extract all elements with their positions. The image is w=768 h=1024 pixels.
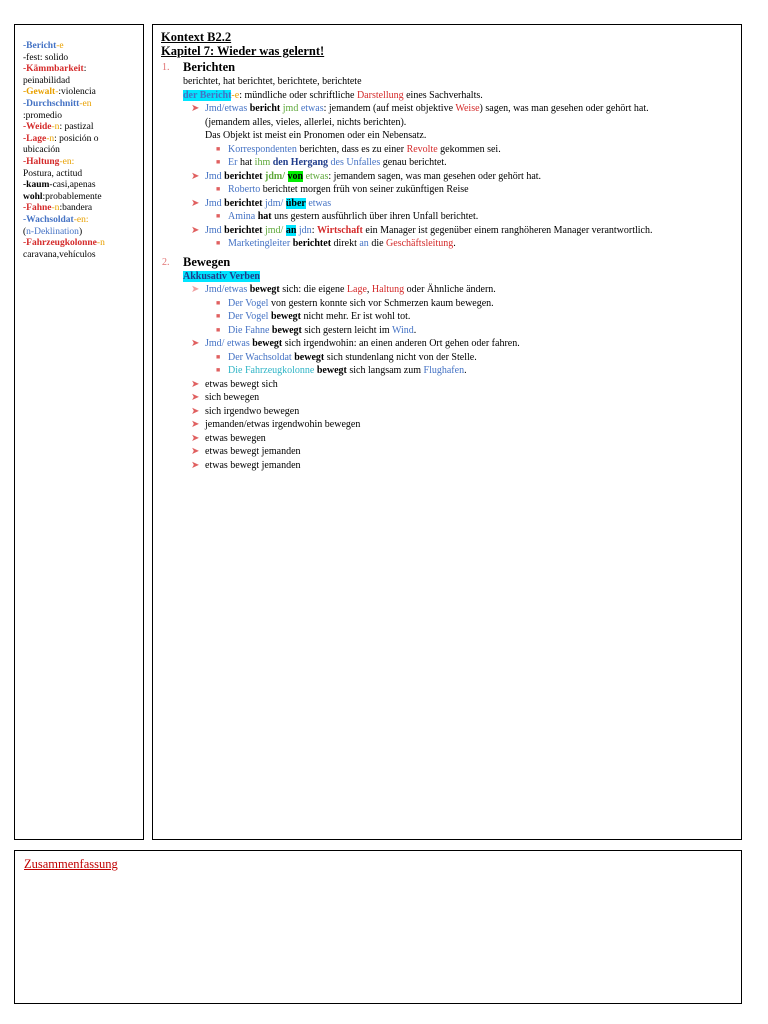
square-bullet-icon: ■ (216, 312, 221, 320)
vocab-translation: caravana,vehículos (23, 249, 96, 260)
arrow-bullet-icon: ➤ (191, 103, 200, 114)
vocab-entry-gewalt: -Gewalt-:violencia (23, 87, 96, 98)
arrow-bullet-icon: ➤ (191, 446, 200, 457)
example-line: ■ Die Fahrzeugkolonne bewegt sich langsam zum Flughafen. (216, 365, 467, 376)
summary-box (14, 850, 742, 1004)
vocab-entry-kaum: -kaum-casi,apenas (23, 180, 96, 191)
usage-line: ➤ Jmd berichtet jdm/ von etwas: jemandem sagen, was man gesehen oder gehört hat. (191, 170, 542, 182)
arrow-bullet-icon: ➤ (191, 170, 200, 182)
vocab-translation: ubicación (23, 145, 60, 156)
usage-line: ➤ Jmd/etwas bewegt sich: die eigene Lage, Haltung oder Ähnliche ändern. (191, 284, 496, 295)
section-heading-bewegen: 2. Bewegen (162, 254, 231, 269)
usage-list-item: ➤ etwas bewegt jemanden (191, 459, 301, 471)
example-line: ■ Marketingleiter berichtet direkt an die Geschäftsleitung. (216, 238, 456, 249)
square-bullet-icon: ■ (216, 144, 221, 153)
vocab-note-declination: (n-Deklination) (23, 226, 83, 237)
usage-line: ➤ Jmd/etwas bericht jmd etwas: jemandem (auf meist objektive Weise) sagen, was man gesehen oder gehört hat. (191, 103, 649, 114)
section-number: 1. (162, 62, 170, 73)
square-bullet-icon: ■ (216, 212, 221, 220)
example-line: ■ Der Wachsoldat bewegt sich stundenlang nicht von der Stelle. (216, 351, 477, 363)
usage-list-item: ➤ jemanden/etwas irgendwohin bewegen (191, 419, 361, 430)
arrow-bullet-icon: ➤ (191, 419, 200, 430)
vocab-entry-wachsoldat: -Wachsoldat-en: (23, 214, 89, 225)
usage-list-item: ➤ sich bewegen (191, 392, 260, 403)
square-bullet-icon: ■ (216, 298, 221, 307)
arrow-bullet-icon: ➤ (191, 197, 200, 209)
example-line: ■ Korrespondenten berichten, dass es zu einer Revolte gekommen sei. (216, 143, 501, 155)
example-line: ■ Amina hat uns gestern ausführlich über ihren Unfall berichtet. (216, 211, 479, 222)
arrow-bullet-icon: ➤ (191, 459, 200, 471)
square-bullet-icon: ■ (216, 325, 221, 334)
example-line: ■ Die Fahne bewegt sich gestern leicht im Wind. (216, 324, 417, 336)
chapter-title: Kapitel 7: Wieder was gelernt! (161, 44, 325, 58)
vocab-entry-fest: -fest: solido (23, 52, 69, 63)
vocab-entry-lage: -Lage-n: posición o (23, 133, 99, 144)
arrow-bullet-icon: ➤ (191, 224, 200, 236)
arrow-bullet-icon: ➤ (191, 284, 200, 295)
vocab-entry-kammbarkeit: -Kämmbarkeit: (23, 64, 87, 75)
usage-line: ➤ Jmd berichtet jmd/ an jdn: Wirtschaft ein Manager ist gegenüber einem ranghöheren Manager verantwortlich. (191, 224, 653, 236)
vocab-entry-wohl: wohl:probablemente (23, 191, 102, 202)
usage-list-item: ➤ sich irgendwo bewegen (191, 405, 300, 417)
arrow-bullet-icon: ➤ (191, 432, 200, 444)
arrow-bullet-icon: ➤ (191, 378, 200, 390)
vocab-translation: Postura, actitud (23, 168, 83, 179)
usage-line: ➤ Jmd berichtet jdm/ über etwas (191, 197, 332, 209)
arrow-bullet-icon: ➤ (191, 338, 200, 349)
square-bullet-icon: ■ (216, 158, 221, 166)
vocab-entry-bericht: -Bericht-e (23, 41, 64, 51)
arrow-bullet-icon: ➤ (191, 392, 200, 403)
square-bullet-icon: ■ (216, 185, 221, 193)
vocab-translation: :promedio (23, 110, 63, 121)
definition: der Bericht-e: mündliche oder schriftliche Darstellung eines Sachverhalts. (183, 89, 483, 101)
summary-title: Zusammenfassung (24, 857, 118, 871)
example-line: ■ Roberto berichtet morgen früh von seiner zukünftigen Reise (216, 184, 469, 195)
verb-forms: berichtet, hat berichtet, berichtete, berichtete (183, 76, 362, 87)
usage-list-item: ➤ etwas bewegt jemanden (191, 446, 301, 457)
example-line: ■ Er hat ihm den Hergang des Unfalles genau berichtet. (216, 157, 447, 168)
section-subheading: Akkusativ Verben (183, 270, 260, 282)
vocab-entry-fahne: -Fahne-n:bandera (23, 203, 93, 214)
usage-note: Das Objekt ist meist ein Pronomen oder ein Nebensatz. (205, 130, 427, 141)
square-bullet-icon: ■ (216, 352, 221, 361)
section-number: 2. (162, 256, 170, 268)
usage-list-item: ➤ etwas bewegt sich (191, 378, 278, 390)
vocab-entry-fahrzeugkolonne: -Fahrzeugkolonne-n (23, 238, 105, 249)
vocab-entry-weide: -Weide-n: pastizal (23, 122, 94, 133)
vocab-translation: peinabilidad (23, 75, 70, 86)
usage-list-item: ➤ etwas bewegen (191, 432, 266, 444)
section-heading-berichten: 1. Berichten (162, 60, 236, 74)
usage-line: ➤ Jmd/ etwas bewegt sich irgendwohin: an einen anderen Ort gehen oder fahren. (191, 338, 520, 349)
example-line: ■ Der Vogel von gestern konnte sich vor Schmerzen kaum bewegen. (216, 297, 494, 309)
notes-main (152, 24, 742, 840)
square-bullet-icon: ■ (216, 366, 221, 374)
arrow-bullet-icon: ➤ (191, 405, 200, 417)
usage-note: (jemandem alles, vieles, allerlei, nichts berichten). (205, 116, 407, 128)
vocab-entry-durchschnitt: -Durchschnitt-en (23, 98, 92, 109)
vocabulary-sidebar (14, 24, 144, 840)
vocab-entry-haltung: -Haltung-en: (23, 156, 75, 167)
square-bullet-icon: ■ (216, 239, 221, 247)
context-title: Kontext B2.2 (161, 30, 232, 44)
example-line: ■ Der Vogel bewegt nicht mehr. Er ist wohl tot. (216, 311, 411, 322)
